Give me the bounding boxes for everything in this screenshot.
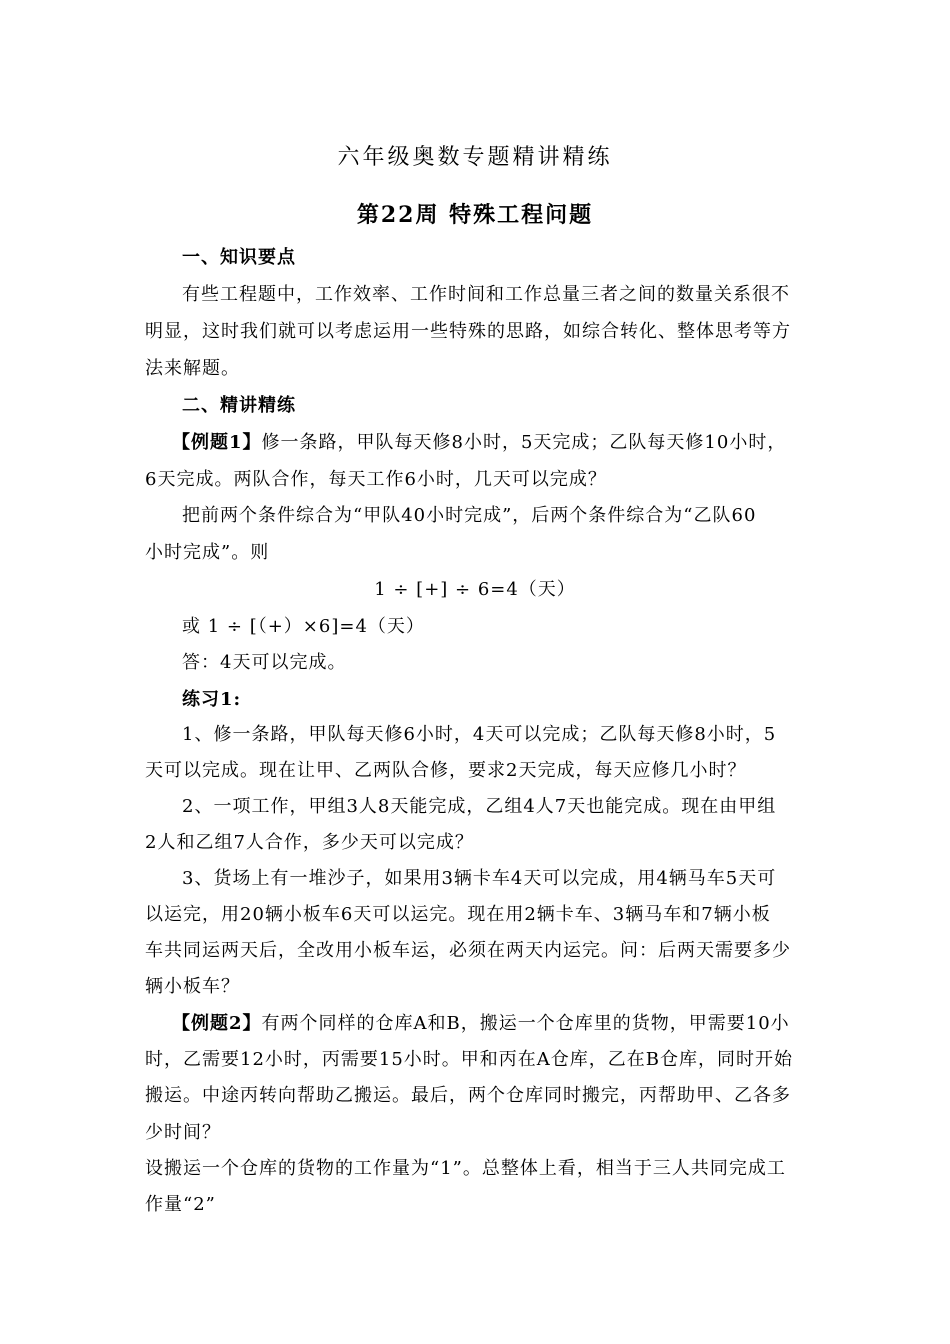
- example1-solution-line: 小时完成”。则: [145, 542, 270, 563]
- example2-solution-line: 设搬运一个仓库的货物的工作量为“1”。总整体上看，相当于三人共同完成工: [145, 1158, 786, 1179]
- intro-line: 法来解题。: [145, 358, 240, 379]
- example2-line: 时，乙需要12小时，丙需要15小时。甲和丙在A仓库，乙在B仓库，同时开始: [145, 1049, 794, 1070]
- example2-line: 搬运。中途丙转向帮助乙搬运。最后，两个仓库同时搬完，丙帮助甲、乙各多: [145, 1085, 791, 1106]
- practice1-line: 1、修一条路，甲队每天修6小时，4天可以完成；乙队每天修8小时，5: [182, 724, 777, 745]
- practice1-line: 3、货场上有一堆沙子，如果用3辆卡车4天可以完成，用4辆马车5天可: [182, 868, 777, 889]
- document-subtitle: 第22周 特殊工程问题: [356, 202, 594, 228]
- document-title: 六年级奥数专题精讲精练: [337, 145, 613, 170]
- practice1-line: 2人和乙组7人合作，多少天可以完成？: [145, 832, 474, 853]
- intro-line: 有些工程题中，工作效率、工作时间和工作总量三者之间的数量关系很不: [182, 284, 790, 305]
- example2-solution-line: 作量“2”: [145, 1194, 216, 1215]
- example1-answer: 答：4天可以完成。: [182, 652, 347, 673]
- practice1-line: 2、一项工作，甲组3人8天能完成，乙组4人7天也能完成。现在由甲组: [182, 796, 777, 817]
- practice1-line: 天可以完成。现在让甲、乙两队合修，要求2天完成，每天应修几小时？: [145, 760, 747, 781]
- example2-label: 【例题2】: [172, 1013, 262, 1034]
- example1-line: 6天完成。两队合作，每天工作6小时，几天可以完成？: [145, 469, 607, 490]
- example2-text: 有两个同样的仓库A和B，搬运一个仓库里的货物，甲需要10小: [261, 1013, 790, 1034]
- example2-first-line: [172, 1012, 790, 1036]
- section1-heading: 一、知识要点: [182, 247, 296, 268]
- example1-first-line: [172, 431, 786, 455]
- practice1-heading: 练习1:: [182, 689, 242, 710]
- example2-line: 少时间？: [145, 1122, 221, 1143]
- example1-formula: 1 ÷ [+] ÷ 6=4（天）: [374, 579, 576, 600]
- example1-text: 修一条路，甲队每天修8小时，5天完成；乙队每天修10小时，: [261, 432, 787, 453]
- example1-label: 【例题1】: [172, 432, 262, 453]
- practice1-line: 以运完，用20辆小板车6天可以运完。现在用2辆卡车、3辆马车和7辆小板: [145, 904, 771, 925]
- example1-formula-alt: 或 1 ÷ [（+）×6]=4（天）: [182, 616, 425, 637]
- section2-heading: 二、精讲精练: [182, 395, 296, 416]
- practice1-line: 车共同运两天后，全改用小板车运，必须在两天内运完。问：后两天需要多少: [145, 940, 791, 961]
- example1-solution-line: 把前两个条件综合为“甲队40小时完成”，后两个条件综合为“乙队60: [182, 505, 757, 526]
- intro-line: 明显，这时我们就可以考虑运用一些特殊的思路，如综合转化、整体思考等方: [145, 321, 791, 342]
- practice1-line: 辆小板车？: [145, 976, 240, 997]
